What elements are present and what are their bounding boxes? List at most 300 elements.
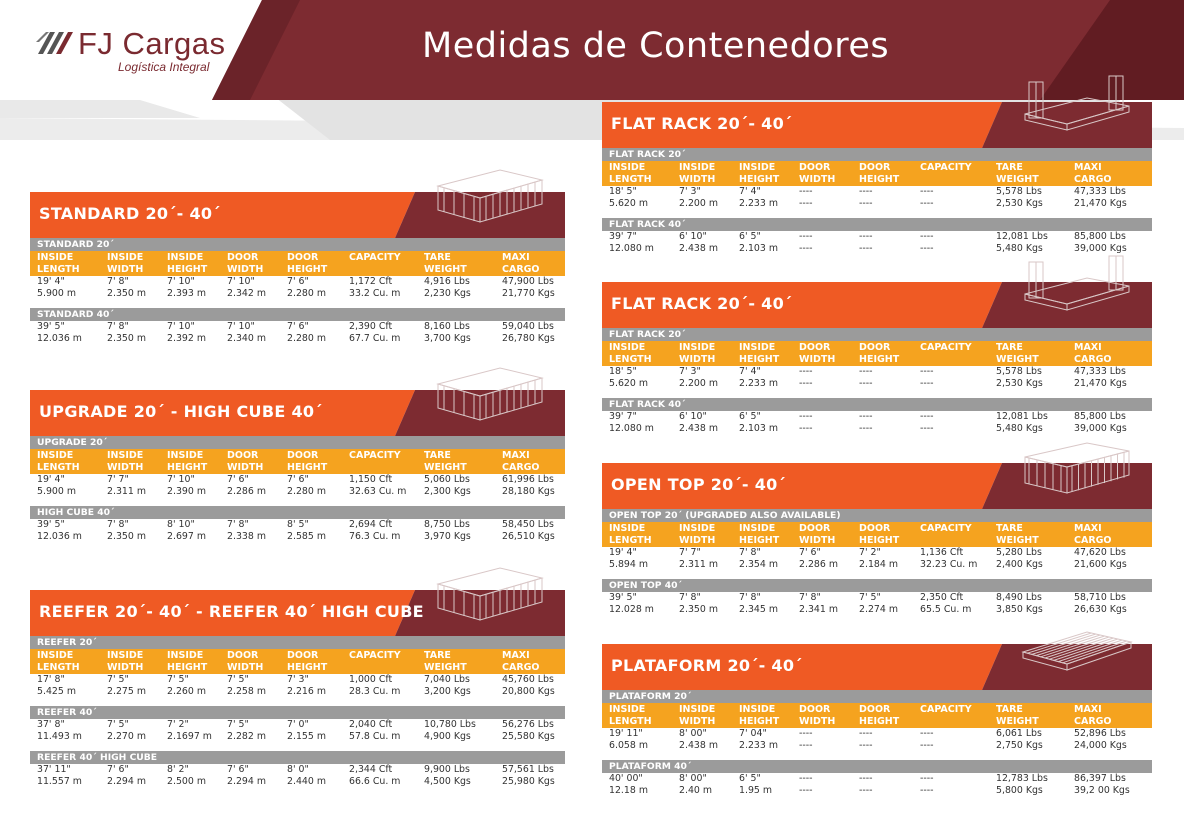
column-header: DOOR HEIGHT [859, 523, 900, 546]
table-header-row [30, 251, 565, 276]
page-title: Medidas de Contenedores [422, 26, 890, 66]
table-cell: 12.080 m [609, 423, 654, 434]
column-header: INSIDE LENGTH [37, 252, 80, 275]
table-cell: 2.350 m [107, 288, 146, 299]
table-cell: ---- [799, 243, 813, 254]
table-cell: 2,300 Kgs [424, 486, 471, 497]
section-title: PLATAFORM 20´- 40´ [611, 656, 803, 675]
table-row [602, 411, 1152, 423]
container-drawing-icon [430, 562, 548, 624]
column-header: DOOR WIDTH [799, 523, 836, 546]
table-cell: 7' 10" [167, 474, 195, 485]
table-cell: 2,344 Cft [349, 764, 393, 775]
table-gap [602, 390, 1152, 398]
table-cell: 12.036 m [37, 333, 82, 344]
container-image [430, 362, 548, 428]
table-cell: 7' 3" [287, 674, 309, 685]
table-cell: 2,750 Kgs [996, 740, 1043, 751]
table-cell: 17' 8" [37, 674, 65, 685]
table-cell: 8' 00" [679, 728, 707, 739]
table-cell: 7' 7" [107, 474, 129, 485]
table-row [602, 604, 1152, 616]
table-cell: 7' 4" [739, 186, 761, 197]
column-header: INSIDE WIDTH [107, 252, 144, 275]
table-cell: 3,850 Kgs [996, 604, 1043, 615]
container-drawing-icon [1017, 254, 1135, 316]
table-cell: 66.6 Cu. m [349, 776, 401, 787]
table-cell: 67.7 Cu. m [349, 333, 401, 344]
table-cell: 3,970 Kgs [424, 531, 471, 542]
table-cell: 2.233 m [739, 740, 778, 751]
container-section [30, 590, 565, 788]
section-title: STANDARD 20´- 40´ [39, 204, 221, 223]
table-cell: 2.280 m [287, 288, 326, 299]
column-header: MAXI CARGO [1074, 523, 1112, 546]
table-cell: ---- [920, 411, 934, 422]
container-drawing-icon [430, 164, 548, 226]
table-cell: ---- [859, 785, 873, 796]
table-cell: ---- [799, 378, 813, 389]
table-cell: 5,280 Lbs [996, 547, 1042, 558]
table-cell: 76.3 Cu. m [349, 531, 401, 542]
table-header-row [30, 649, 565, 674]
table-cell: ---- [920, 423, 934, 434]
table-cell: 7' 4" [739, 366, 761, 377]
table-cell: 8' 5" [287, 519, 309, 530]
column-header: TARE WEIGHT [996, 162, 1039, 185]
container-drawing-icon [430, 362, 548, 424]
table-cell: 18' 5" [609, 366, 637, 377]
column-header: INSIDE WIDTH [107, 650, 144, 673]
table-cell: 2.233 m [739, 378, 778, 389]
column-header: DOOR HEIGHT [859, 342, 900, 365]
table-cell: 2.585 m [287, 531, 326, 542]
table-cell: 7' 8" [739, 592, 761, 603]
table-cell: 5,578 Lbs [996, 186, 1042, 197]
table-cell: 2.184 m [859, 559, 898, 570]
column-header: INSIDE WIDTH [679, 523, 716, 546]
table-cell: 6' 10" [679, 411, 707, 422]
table-cell: ---- [799, 186, 813, 197]
table-cell: 2.311 m [679, 559, 718, 570]
table-header-row [602, 703, 1152, 728]
table-cell: 2.200 m [679, 378, 718, 389]
table-row [30, 486, 565, 498]
table-row [30, 764, 565, 776]
table-cell: 19' 11" [609, 728, 643, 739]
column-header: DOOR WIDTH [799, 704, 836, 727]
table-cell: 2.350 m [107, 333, 146, 344]
column-header: INSIDE LENGTH [609, 523, 652, 546]
table-cell: 5.894 m [609, 559, 648, 570]
table-gap [602, 571, 1152, 579]
column-header: DOOR HEIGHT [287, 252, 328, 275]
table-cell: ---- [920, 366, 934, 377]
table-row [30, 288, 565, 300]
table-cell: 8' 0" [287, 764, 309, 775]
column-header: DOOR WIDTH [799, 162, 836, 185]
table-cell: 18' 5" [609, 186, 637, 197]
table-row [602, 186, 1152, 198]
table-cell: 47,333 Lbs [1074, 366, 1126, 377]
container-image [430, 164, 548, 230]
column-header: DOOR WIDTH [799, 342, 836, 365]
table-row [30, 276, 565, 288]
column-header: CAPACITY [920, 162, 972, 173]
table-cell: 26,780 Kgs [502, 333, 555, 344]
table-cell: 2.438 m [679, 740, 718, 751]
section-banner [30, 590, 565, 636]
table-cell: 2.286 m [227, 486, 266, 497]
table-subtitle: UPGRADE 20´ [30, 436, 565, 449]
table-cell: ---- [920, 198, 934, 209]
container-drawing-icon [1017, 616, 1135, 678]
table-row [602, 423, 1152, 435]
column-header: TARE WEIGHT [424, 650, 467, 673]
table-row [602, 559, 1152, 571]
table-row [602, 547, 1152, 559]
table-cell: 2.294 m [227, 776, 266, 787]
table-cell: 39' 7" [609, 411, 637, 422]
table-subtitle: REEFER 40´ [30, 706, 565, 719]
table-cell: 7' 6" [287, 474, 309, 485]
table-cell: 2.280 m [287, 333, 326, 344]
table-cell: 8' 2" [167, 764, 189, 775]
column-header: DOOR WIDTH [227, 252, 264, 275]
table-cell: 45,760 Lbs [502, 674, 554, 685]
table-row [602, 740, 1152, 752]
table-cell: 47,900 Lbs [502, 276, 554, 287]
table-cell: ---- [859, 423, 873, 434]
table-cell: 7' 6" [287, 321, 309, 332]
table-row [602, 198, 1152, 210]
table-cell: 2.438 m [679, 423, 718, 434]
table-cell: 6.058 m [609, 740, 648, 751]
table-cell: 2.233 m [739, 198, 778, 209]
table-row [30, 474, 565, 486]
table-gap [602, 752, 1152, 760]
container-section [602, 282, 1152, 435]
table-cell: 6' 5" [739, 411, 761, 422]
table-subtitle: REEFER 40´ HIGH CUBE [30, 751, 565, 764]
table-cell: 2.270 m [107, 731, 146, 742]
table-subtitle: STANDARD 40´ [30, 308, 565, 321]
container-section [602, 463, 1152, 616]
table-cell: 19' 4" [37, 276, 65, 287]
column-header: INSIDE WIDTH [679, 162, 716, 185]
section-banner [602, 102, 1152, 148]
table-cell: 7' 0" [287, 719, 309, 730]
table-cell: 7' 5" [167, 674, 189, 685]
table-cell: 2.40 m [679, 785, 712, 796]
table-cell: 39,000 Kgs [1074, 423, 1127, 434]
container-image [430, 562, 548, 628]
table-cell: 5.900 m [37, 288, 76, 299]
table-subtitle: FLAT RACK 20´ [602, 148, 1152, 161]
section-banner [602, 282, 1152, 328]
logo-subtitle: Logística Integral [118, 60, 210, 74]
column-header: CAPACITY [349, 650, 401, 661]
table-cell: 2,400 Kgs [996, 559, 1043, 570]
table-row [30, 674, 565, 686]
table-cell: ---- [799, 740, 813, 751]
table-cell: 8,160 Lbs [424, 321, 470, 332]
table-cell: 2,350 Cft [920, 592, 964, 603]
table-cell: 33.2 Cu. m [349, 288, 401, 299]
column-header: MAXI CARGO [502, 650, 540, 673]
table-cell: 26,630 Kgs [1074, 604, 1127, 615]
table-cell: 2.390 m [167, 486, 206, 497]
table-cell: ---- [920, 773, 934, 784]
table-row [30, 776, 565, 788]
table-cell: 7' 5" [107, 674, 129, 685]
section-title: FLAT RACK 20´- 40´ [611, 294, 793, 313]
table-cell: 24,000 Kgs [1074, 740, 1127, 751]
table-cell: 12.18 m [609, 785, 648, 796]
table-cell: 8' 00" [679, 773, 707, 784]
table-cell: 2.393 m [167, 288, 206, 299]
table-cell: 59,040 Lbs [502, 321, 554, 332]
column-header: INSIDE LENGTH [609, 704, 652, 727]
table-cell: 1,172 Cft [349, 276, 393, 287]
column-header: INSIDE WIDTH [679, 704, 716, 727]
container-section [30, 390, 565, 543]
table-cell: 39,2 00 Kgs [1074, 785, 1130, 796]
table-cell: 2.340 m [227, 333, 266, 344]
table-cell: 19' 4" [609, 547, 637, 558]
column-header: TARE WEIGHT [996, 523, 1039, 546]
table-cell: 3,700 Kgs [424, 333, 471, 344]
table-cell: 5,480 Kgs [996, 423, 1043, 434]
section-banner [30, 192, 565, 238]
table-cell: 12.080 m [609, 243, 654, 254]
column-header: TARE WEIGHT [996, 342, 1039, 365]
column-header: INSIDE LENGTH [609, 162, 652, 185]
column-header: INSIDE HEIGHT [739, 342, 780, 365]
container-section [602, 644, 1152, 797]
column-header: INSIDE WIDTH [679, 342, 716, 365]
table-cell: 10,780 Lbs [424, 719, 476, 730]
table-cell: 86,397 Lbs [1074, 773, 1126, 784]
container-image [1017, 435, 1135, 501]
table-cell: 2.103 m [739, 423, 778, 434]
table-subtitle: FLAT RACK 40´ [602, 218, 1152, 231]
table-cell: 2,040 Cft [349, 719, 393, 730]
column-header: CAPACITY [920, 523, 972, 534]
table-cell: 2.155 m [287, 731, 326, 742]
table-subtitle: HIGH CUBE 40´ [30, 506, 565, 519]
table-cell: ---- [799, 728, 813, 739]
table-cell: 7' 6" [799, 547, 821, 558]
table-subtitle: FLAT RACK 40´ [602, 398, 1152, 411]
table-cell: 20,800 Kgs [502, 686, 555, 697]
table-cell: 12,081 Lbs [996, 231, 1048, 242]
table-cell: 7' 8" [679, 592, 701, 603]
section-title: UPGRADE 20´ - HIGH CUBE 40´ [39, 402, 323, 421]
table-cell: 2.350 m [107, 531, 146, 542]
section-banner [30, 390, 565, 436]
container-image [1017, 616, 1135, 682]
section-title: REEFER 20´- 40´ - REEFER 40´ HIGH CUBE [39, 602, 424, 621]
table-cell: ---- [920, 186, 934, 197]
table-cell: 7' 10" [167, 321, 195, 332]
table-cell: 2.438 m [679, 243, 718, 254]
table-cell: 40' 00" [609, 773, 643, 784]
table-cell: 6,061 Lbs [996, 728, 1042, 739]
table-gap [602, 210, 1152, 218]
table-row [30, 531, 565, 543]
table-cell: 6' 5" [739, 773, 761, 784]
column-header: INSIDE LENGTH [609, 342, 652, 365]
table-cell: ---- [799, 366, 813, 377]
column-header: MAXI CARGO [1074, 704, 1112, 727]
table-cell: 25,980 Kgs [502, 776, 555, 787]
table-cell: 39,000 Kgs [1074, 243, 1127, 254]
table-cell: 61,996 Lbs [502, 474, 554, 485]
table-cell: 5.900 m [37, 486, 76, 497]
table-cell: 37' 8" [37, 719, 65, 730]
table-cell: ---- [859, 231, 873, 242]
table-cell: 58,450 Lbs [502, 519, 554, 530]
table-cell: 7' 8" [739, 547, 761, 558]
table-subtitle: OPEN TOP 20´ (UPGRADED ALSO AVAILABLE) [602, 509, 1152, 522]
table-cell: ---- [859, 198, 873, 209]
column-header: MAXI CARGO [1074, 162, 1112, 185]
table-cell: ---- [859, 411, 873, 422]
column-header: DOOR HEIGHT [859, 162, 900, 185]
table-cell: 12.036 m [37, 531, 82, 542]
table-cell: ---- [859, 740, 873, 751]
table-subtitle: PLATAFORM 20´ [602, 690, 1152, 703]
container-drawing-icon [1017, 74, 1135, 136]
column-header: CAPACITY [920, 704, 972, 715]
table-row [602, 773, 1152, 785]
table-row [602, 592, 1152, 604]
table-cell: 7' 3" [679, 186, 701, 197]
table-row [30, 519, 565, 531]
container-section [602, 102, 1152, 255]
table-cell: 2.341 m [799, 604, 838, 615]
table-cell: 21,470 Kgs [1074, 378, 1127, 389]
company-logo [36, 26, 236, 76]
table-row [30, 686, 565, 698]
table-cell: 37' 11" [37, 764, 71, 775]
table-cell: 7' 2" [167, 719, 189, 730]
table-cell: 2.311 m [107, 486, 146, 497]
container-drawing-icon [1017, 435, 1135, 497]
table-cell: 2.258 m [227, 686, 266, 697]
column-header: DOOR HEIGHT [287, 650, 328, 673]
column-header: TARE WEIGHT [424, 450, 467, 473]
table-cell: 11.557 m [37, 776, 82, 787]
table-cell: 32.63 Cu. m [349, 486, 407, 497]
column-header: INSIDE HEIGHT [739, 704, 780, 727]
table-cell: ---- [920, 231, 934, 242]
table-cell: 2.1697 m [167, 731, 212, 742]
logo-mark-icon [36, 28, 74, 56]
table-cell: 7' 7" [679, 547, 701, 558]
column-header: INSIDE WIDTH [107, 450, 144, 473]
table-cell: 2,694 Cft [349, 519, 393, 530]
table-row [602, 231, 1152, 243]
table-cell: 57.8 Cu. m [349, 731, 401, 742]
table-cell: 12.028 m [609, 604, 654, 615]
table-cell: 3,200 Kgs [424, 686, 471, 697]
column-header: INSIDE HEIGHT [739, 523, 780, 546]
table-gap [30, 698, 565, 706]
table-cell: 5.620 m [609, 198, 648, 209]
table-cell: 7,040 Lbs [424, 674, 470, 685]
table-cell: 39' 5" [37, 321, 65, 332]
table-cell: 5.425 m [37, 686, 76, 697]
table-cell: 2.275 m [107, 686, 146, 697]
table-cell: ---- [799, 198, 813, 209]
table-cell: 25,580 Kgs [502, 731, 555, 742]
table-cell: 21,600 Kgs [1074, 559, 1127, 570]
table-cell: 5,480 Kgs [996, 243, 1043, 254]
table-cell: 1,136 Cft [920, 547, 964, 558]
table-cell: 2,390 Cft [349, 321, 393, 332]
table-row [602, 378, 1152, 390]
column-header: CAPACITY [349, 450, 401, 461]
table-row [602, 366, 1152, 378]
table-cell: 21,470 Kgs [1074, 198, 1127, 209]
table-header-row [602, 161, 1152, 186]
container-section [30, 192, 565, 345]
table-header-row [602, 341, 1152, 366]
column-header: INSIDE LENGTH [37, 450, 80, 473]
table-subtitle: PLATAFORM 40´ [602, 760, 1152, 773]
table-gap [30, 300, 565, 308]
table-cell: 39' 5" [37, 519, 65, 530]
table-cell: 5.620 m [609, 378, 648, 389]
table-cell: 47,620 Lbs [1074, 547, 1126, 558]
table-cell: 7' 6" [227, 474, 249, 485]
table-cell: 7' 10" [167, 276, 195, 287]
table-header-row [602, 522, 1152, 547]
table-cell: 2.440 m [287, 776, 326, 787]
table-cell: 7' 8" [107, 276, 129, 287]
table-cell: 1,000 Cft [349, 674, 393, 685]
table-cell: 2.103 m [739, 243, 778, 254]
table-cell: 2.345 m [739, 604, 778, 615]
table-cell: 7' 10" [227, 321, 255, 332]
table-cell: 2.338 m [227, 531, 266, 542]
table-cell: 8,490 Lbs [996, 592, 1042, 603]
table-cell: 21,770 Kgs [502, 288, 555, 299]
table-cell: 8,750 Lbs [424, 519, 470, 530]
table-cell: 7' 6" [227, 764, 249, 775]
column-header: INSIDE HEIGHT [167, 650, 208, 673]
table-cell: 56,276 Lbs [502, 719, 554, 730]
table-cell: 7' 8" [799, 592, 821, 603]
table-cell: 57,561 Lbs [502, 764, 554, 775]
column-header: CAPACITY [920, 342, 972, 353]
column-header: INSIDE HEIGHT [167, 252, 208, 275]
table-cell: ---- [859, 243, 873, 254]
table-cell: ---- [920, 740, 934, 751]
table-cell: 4,900 Kgs [424, 731, 471, 742]
container-image [1017, 74, 1135, 140]
table-cell: 1,150 Cft [349, 474, 393, 485]
column-header: INSIDE LENGTH [37, 650, 80, 673]
table-cell: ---- [920, 378, 934, 389]
column-header: MAXI CARGO [502, 450, 540, 473]
table-cell: 2.392 m [167, 333, 206, 344]
table-cell: 2.294 m [107, 776, 146, 787]
container-image [1017, 254, 1135, 320]
table-cell: 4,500 Kgs [424, 776, 471, 787]
